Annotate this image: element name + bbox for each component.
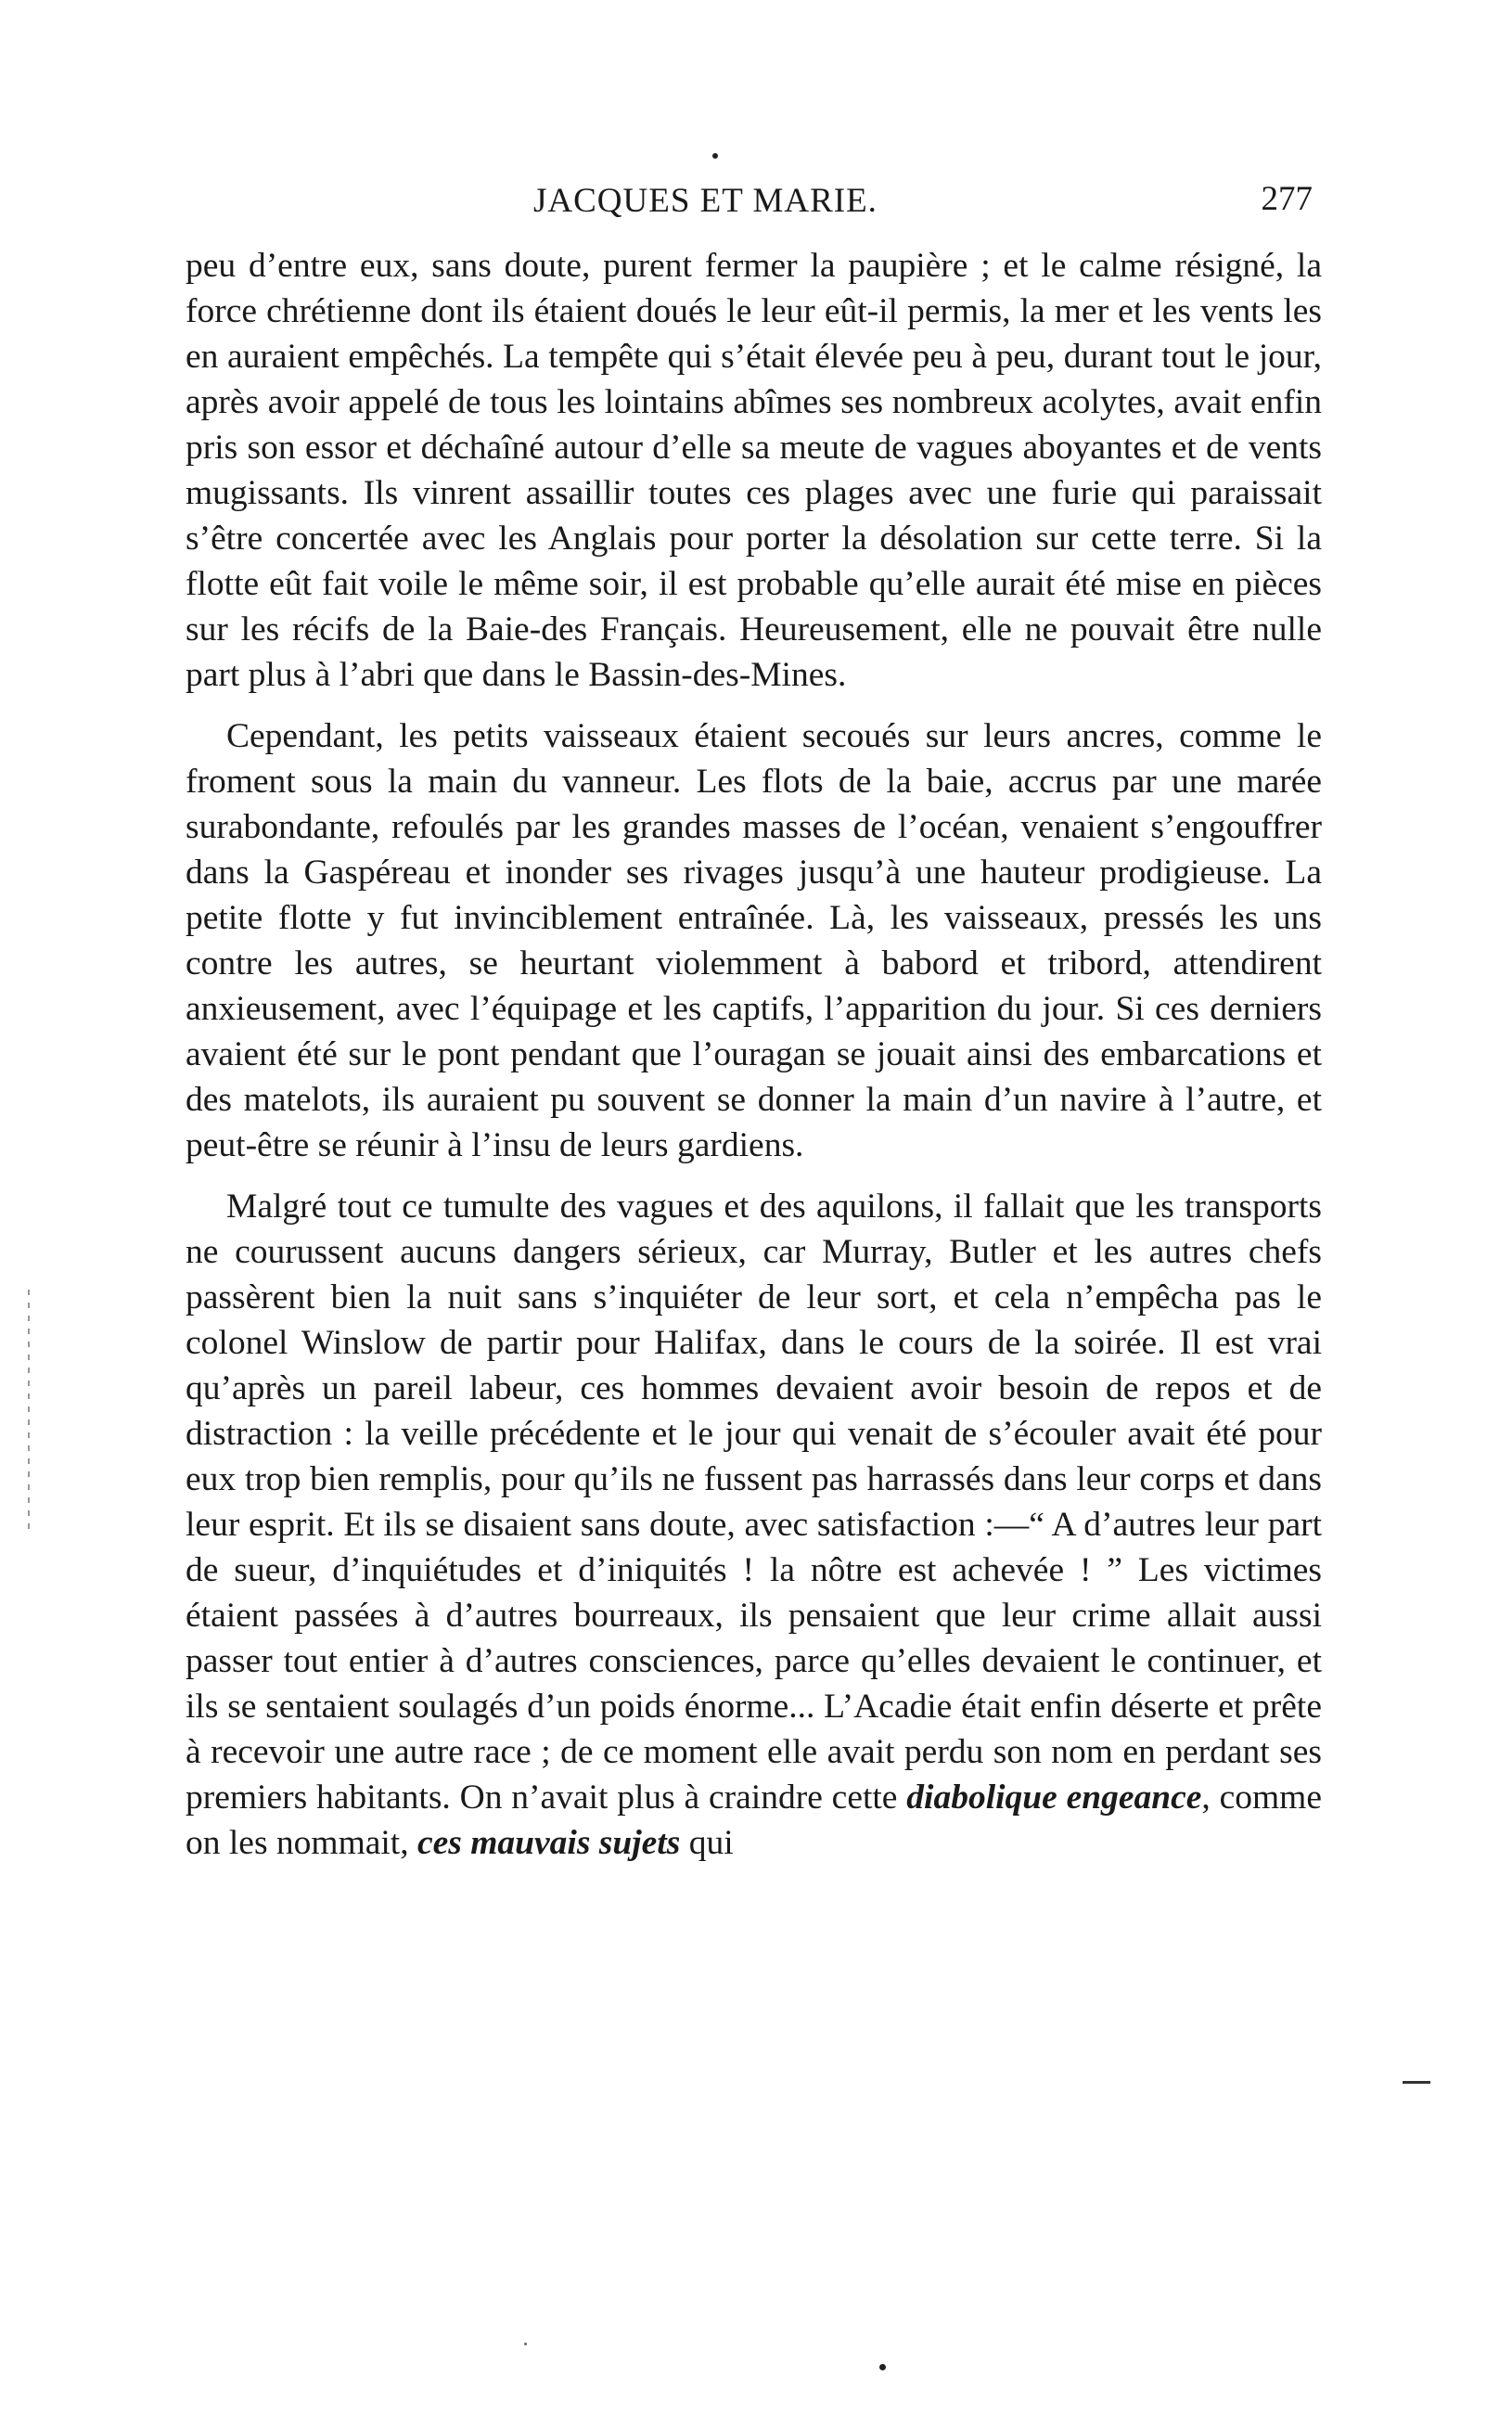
bottom-ink-dot bbox=[879, 2364, 886, 2370]
bottom-ink-dot-small bbox=[524, 2343, 527, 2345]
paragraph-3 bbox=[186, 1184, 1322, 1866]
running-head: JACQUES ET MARIE. bbox=[533, 182, 878, 220]
left-binding-mark bbox=[28, 1290, 30, 1531]
page-number: 277 bbox=[1261, 180, 1313, 218]
page-header bbox=[186, 181, 1322, 227]
paragraph-3-italic-2: ces mauvais sujets bbox=[416, 1824, 681, 1862]
paragraph-1: peu d’entre eux, sans doute, purent fermer la paupière ; et le calme résigné, la force chrétienne dont ils étaient doués le leur eût-il permis, la mer et les vents les en auraient empêchés. La tempête qui s’était élevée peu à peu, durant tout le jour, après avoir appelé de tous les lointains abîmes ses nombreux acolytes, avait enfin pris son essor et déchaîné autour d’elle sa meute de vagues aboyantes et de vents mugissants. Ils vinrent assaillir toutes ces plages avec une furie qui paraissait s’être concertée avec les Anglais pour porter la désolation sur cette terre. Si la flotte eût fait voile le même soir, il est probable qu’elle aurait été mise en pièces sur les récifs de la Baie-des Français. Heureusement, elle ne pouvait être nulle part plus à l’abri que dans le Bassin-des-Mines. bbox=[186, 247, 1322, 694]
paragraph-3-text-b: , comme on les nommait, bbox=[186, 1779, 1322, 1862]
paragraph-3-text-a: Malgré tout ce tumulte des vagues et des aquilons, il fallait que les transports ne courussent aucuns dangers sérieux, car Murray, Butler et les autres chefs passèrent bien la nuit sans s’inquiéter de leur sort, et cela n’empêcha pas le colonel Winslow de partir pour Halifax, dans le cours de la soirée. Il est vrai qu’après un pareil labeur, ces hommes devaient avoir besoin de repos et de distraction : la veille précédente et le jour qui venait de s’écouler avait été pour eux trop bien remplis, pour qu’ils ne fussent pas harrassés dans leur corps et dans leur esprit. Et ils se disaient sans doute, avec satisfaction :—“ A d’autres leur part de sueur, d’inquiétudes et d’iniquités ! la nôtre est achevée ! ” Les victimes étaient passées à d’autres bourreaux, ils pensaient que leur crime allait aussi passer tout entier à d’autres consciences, parce qu’elles devaient le continuer, et ils se sentaient soulagés d’un poids énorme... L’Acadie était enfin déserte et prête à recevoir une autre race ; de ce moment elle avait perdu son nom en perdant ses premiers habitants. On n’avait plus à craindre cette bbox=[186, 1188, 1322, 1817]
paragraph-3-text-c: qui bbox=[680, 1824, 734, 1862]
body-text bbox=[186, 243, 1322, 1881]
paragraph-2: Cependant, les petits vaisseaux étaient secoués sur leurs ancres, comme le froment sous la main du vanneur. Les flots de la baie, accrus par une marée surabondante, refoulés par les grandes masses de l’océan, venaient s’engouffrer dans la Gaspéreau et inonder ses rivages jusqu’à une hauteur prodigieuse. La petite flotte y fut invinciblement entraînée. Là, les vaisseaux, pressés les uns contre les autres, se heurtant violemment à babord et tribord, attendirent anxieusement, avec l’équipage et les captifs, l’apparition du jour. Si ces derniers avaient été sur le pont pendant que l’ouragan se jouait ainsi des embarcations et des matelots, ils auraient pu souvent se donner la main d’un navire à l’autre, et peut-être se réunir à l’insu de leurs gardiens. bbox=[186, 717, 1322, 1164]
margin-mark bbox=[1403, 2081, 1430, 2084]
top-ink-dot bbox=[712, 153, 718, 159]
paragraph-3-italic-1: diabolique engeance bbox=[906, 1779, 1202, 1817]
